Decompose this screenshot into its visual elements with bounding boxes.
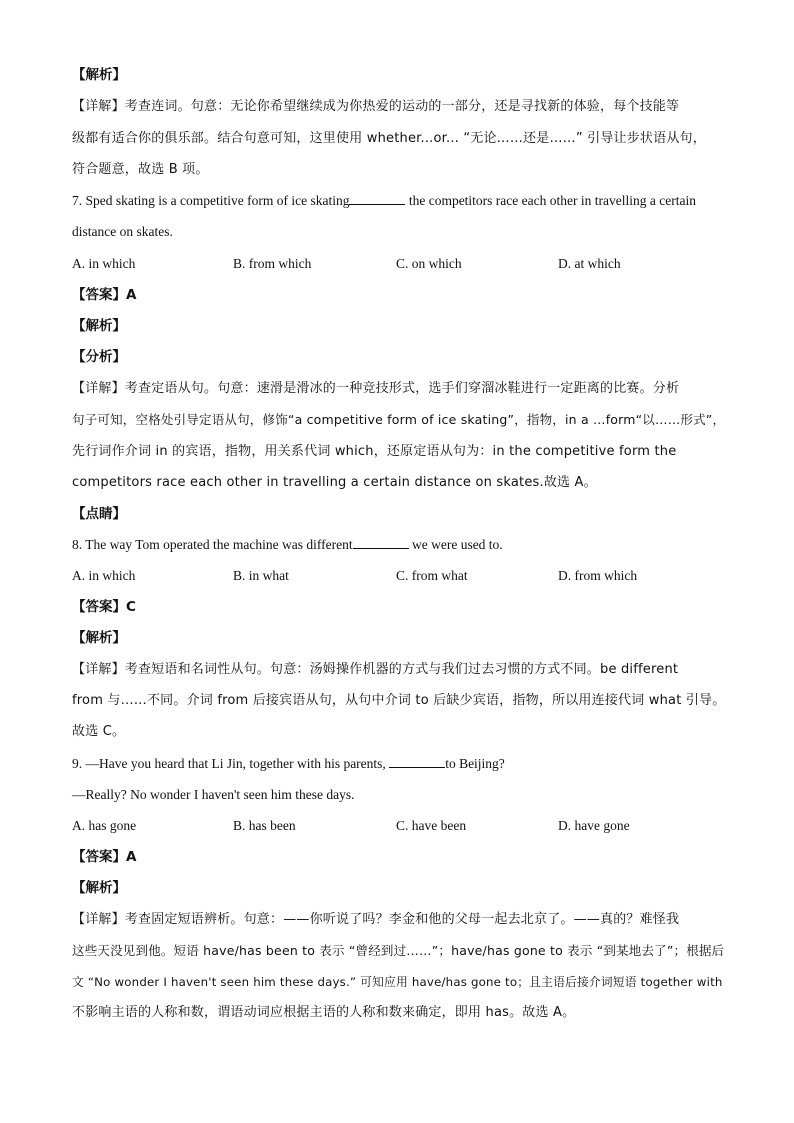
question-stem-text: 9. —Have you heard that Li Jin, together with his parents, — [72, 756, 390, 771]
question-7-stem — [72, 192, 696, 210]
analysis-tag: 【解析】 — [72, 880, 126, 896]
option-b: B. from which — [233, 256, 312, 271]
option-c: C. on which — [396, 256, 462, 271]
option-b: B. in what — [233, 568, 289, 583]
detail-line: competitors race each other in travelling a certain distance on skates.故选 A。 — [72, 475, 597, 490]
detail-line: 不影响主语的人称和数，谓语动词应根据主语的人称和数来确定，即用 has。故选 A。 — [72, 1005, 576, 1020]
analysis-tag: 【解析】 — [72, 630, 126, 646]
detail-line: 这些天没见到他。短语 have/has been to 表示 “曾经到过……”；have/has gone to 表示 “到某地去了”；根据后 — [72, 943, 725, 958]
option-b: B. has been — [233, 818, 296, 833]
detail-line: 故选 C。 — [72, 724, 126, 739]
question-stem-text: 8. The way Tom operated the machine was different — [72, 537, 353, 552]
option-a: A. has gone — [72, 818, 137, 833]
question-stem-line: —Really? No wonder I haven't seen him these days. — [72, 787, 355, 802]
answer-tag: 【答案】A — [72, 849, 137, 865]
analysis-tag: 【解析】 — [72, 67, 126, 83]
answer-blank — [353, 537, 409, 549]
breakdown-tag: 【分析】 — [72, 349, 126, 365]
question-9-stem — [72, 755, 505, 773]
detail-line: 句子可知，空格处引导定语从句，修饰“a competitive form of ice skating”，指物，in a …form“以……形式”， — [72, 412, 726, 427]
answer-blank — [389, 756, 445, 768]
option-d: D. have gone — [558, 818, 630, 833]
highlight-tag: 【点睛】 — [72, 506, 126, 522]
detail-line: 级都有适合你的俱乐部。结合句意可知，这里使用 whether...or... “无论……还是……” 引导让步状语从句， — [72, 131, 706, 146]
option-a: A. in which — [72, 256, 136, 271]
question-stem-text: we were used to. — [408, 537, 503, 552]
question-stem-line: distance on skates. — [72, 224, 173, 239]
option-d: D. from which — [558, 568, 638, 583]
option-c: C. have been — [396, 818, 467, 833]
detail-line: 先行词作介词 in 的宾语，指物，用关系代词 which，还原定语从句为：in the competitive form the — [72, 444, 677, 459]
detail-line: 【详解】考查短语和名词性从句。句意：汤姆操作机器的方式与我们过去习惯的方式不同。be different — [72, 662, 679, 677]
option-d: D. at which — [558, 256, 621, 271]
answer-tag: 【答案】A — [72, 287, 137, 303]
option-a: A. in which — [72, 568, 136, 583]
detail-line: from 与……不同。介词 from 后接宾语从句，从句中介词 to 后缺少宾语，指物，所以用连接代词 what 引导。 — [72, 693, 726, 708]
detail-line: 【详解】考查定语从句。句意：速滑是滑冰的一种竞技形式，选手们穿溜冰鞋进行一定距离的比赛。分析 — [72, 381, 680, 396]
detail-line: 文 “No wonder I haven't seen him these days.” 可知应用 have/has gone to；且主语后接介词短语 together with — [72, 975, 723, 989]
analysis-tag: 【解析】 — [72, 318, 126, 334]
detail-line: 【详解】考查连词。句意：无论你希望继续成为你热爱的运动的一部分，还是寻找新的体验，每个技能等 — [72, 99, 680, 114]
answer-blank — [349, 193, 405, 205]
detail-line: 【详解】考查固定短语辨析。句意：——你听说了吗？李金和他的父母一起去北京了。——真的？难怪我 — [72, 912, 680, 927]
option-c: C. from what — [396, 568, 468, 583]
question-stem-text: 7. Sped skating is a competitive form of ice skating — [72, 193, 350, 208]
question-stem-text: to Beijing? — [445, 756, 505, 771]
question-8-stem — [72, 536, 503, 554]
answer-tag: 【答案】C — [72, 599, 136, 615]
detail-line: 符合题意，故选 B 项。 — [72, 162, 209, 177]
question-stem-text: the competitors race each other in travelling a certain — [405, 193, 696, 208]
